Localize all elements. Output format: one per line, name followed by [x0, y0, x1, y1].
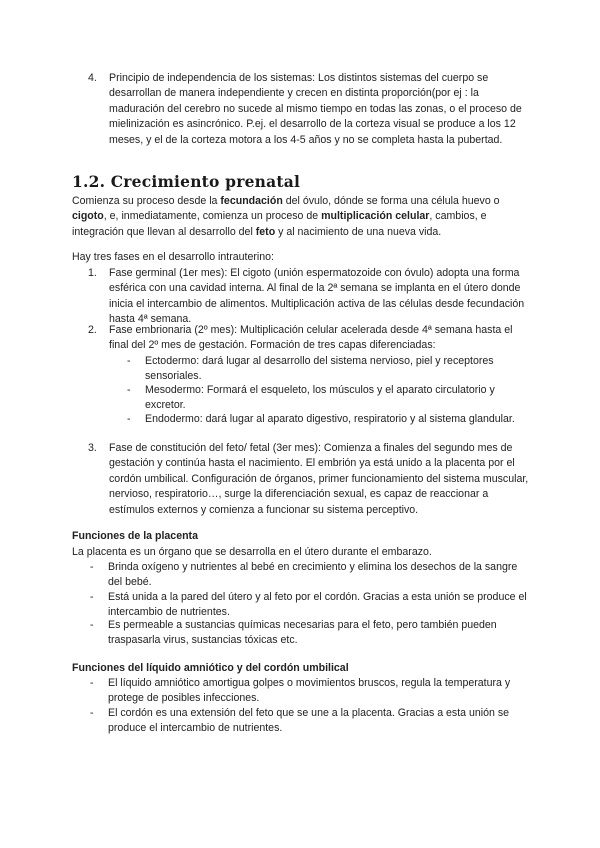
- placenta-item: Brinda oxígeno y nutrientes al bebé en crecimiento y elimina los desechos de la sangre del bebé.: [108, 561, 518, 589]
- bullet-dash: -: [90, 561, 94, 573]
- liquid-item: El líquido amniótico amortigua golpes o movimientos bruscos, regula la temperatura y protege de posibles infecciones.: [108, 677, 511, 705]
- list-item-independence: Principio de independencia de los sistemas: Los distintos sistemas del cuerpo se desarrollan de manera independiente y crecen en distinta proporción(por ej : la maduración del cerebro no sucede al mismo tiempo en todas las zonas, o el proceso de mielinización es asincrónico. P.ej. el desarrollo de la corteza visual se produce a los 12 meses, y el de la corteza motora a los 4-5 años y no se completa hasta la pubertad.: [109, 72, 522, 146]
- bullet-dash: -: [90, 677, 94, 689]
- liquid-heading: Funciones del líquido amniótico y del cordón umbilical: [72, 662, 349, 674]
- placenta-intro: La placenta es un órgano que se desarrolla en el útero durante el embarazo.: [72, 546, 432, 558]
- list-number: 1.: [88, 267, 97, 279]
- list-number: 4.: [88, 72, 97, 84]
- phase-germinal: Fase germinal (1er mes): El cigoto (unión espermatozoide con óvulo) adopta una forma esférica con una cavidad interna. Al final de la 2ª semana se implanta en el útero donde inicia el intercambio de alimentos. Multiplicación activa de las células desde fecundación hasta 4ª semana.: [109, 267, 525, 326]
- placenta-heading: Funciones de la placenta: [72, 530, 198, 542]
- keyword-feto: feto: [255, 225, 276, 238]
- placenta-item: Es permeable a sustancias químicas necesarias para el feto, pero también pueden traspasarla virus, sustancias tóxicas etc.: [108, 619, 497, 647]
- layer-mesodermo: Mesodermo: Formará el esqueleto, los músculos y el aparato circulatorio y excretor.: [145, 384, 495, 412]
- phase-fetal: Fase de constitución del feto/ fetal (3er mes): Comienza a finales del segundo mes de gestación y continúa hasta el nacimiento. El embrión ya está unido a la placenta por el cordón umbilical. Configuración de órganos, primer funcionamiento del sistema muscular, nervioso, respiratorio…, surge la diferenciación sexual, es capaz de reaccionar a estímulos externos y comienza a funcionar su sistema perceptivo.: [109, 442, 529, 516]
- list-number: 3.: [88, 442, 97, 454]
- placenta-item: Está unida a la pared del útero y al feto por el cordón. Gracias a esta unión se produce el intercambio de nutrientes.: [108, 591, 527, 619]
- keyword-fecundacion: fecundación: [220, 195, 283, 207]
- phase-embrionaria: Fase embrionaria (2º mes): Multiplicación celular acelerada desde 4ª semana hasta el final del 2º mes de gestación. Formación de tres capas diferenciadas:: [109, 324, 513, 352]
- keyword-cigoto: cigoto: [72, 210, 104, 223]
- section-heading: 1.2. Crecimiento prenatal: [72, 172, 301, 191]
- bullet-dash: -: [90, 591, 94, 603]
- bullet-dash: -: [90, 619, 94, 631]
- liquid-item: El cordón es una extensión del feto que se une a la placenta. Gracias a esta unión se produce el intercambio de nutrientes.: [108, 707, 510, 735]
- list-number: 2.: [88, 324, 97, 336]
- bullet-dash: -: [127, 355, 131, 367]
- bullet-dash: -: [90, 707, 94, 719]
- keyword-multiplicacion: multiplicación celular: [321, 210, 430, 223]
- intro-paragraph: Comienza su proceso desde la fecundación del óvulo, dónde se forma una célula huevo o cigoto, e, inmediatamente, comienza un proceso de multiplicación celular, cambios, e integración que llevan al desarrollo del feto y al nacimiento de una nueva vida.: [72, 195, 500, 238]
- bullet-dash: -: [127, 384, 131, 396]
- phases-intro: Hay tres fases en el desarrollo intrauterino:: [72, 251, 274, 263]
- layer-endodermo: Endodermo: dará lugar al aparato digestivo, respiratorio y al sistema glandular.: [145, 413, 515, 425]
- bullet-dash: -: [127, 413, 131, 425]
- layer-ectodermo: Ectodermo: dará lugar al desarrollo del sistema nervioso, piel y receptores sensoriales.: [145, 355, 494, 383]
